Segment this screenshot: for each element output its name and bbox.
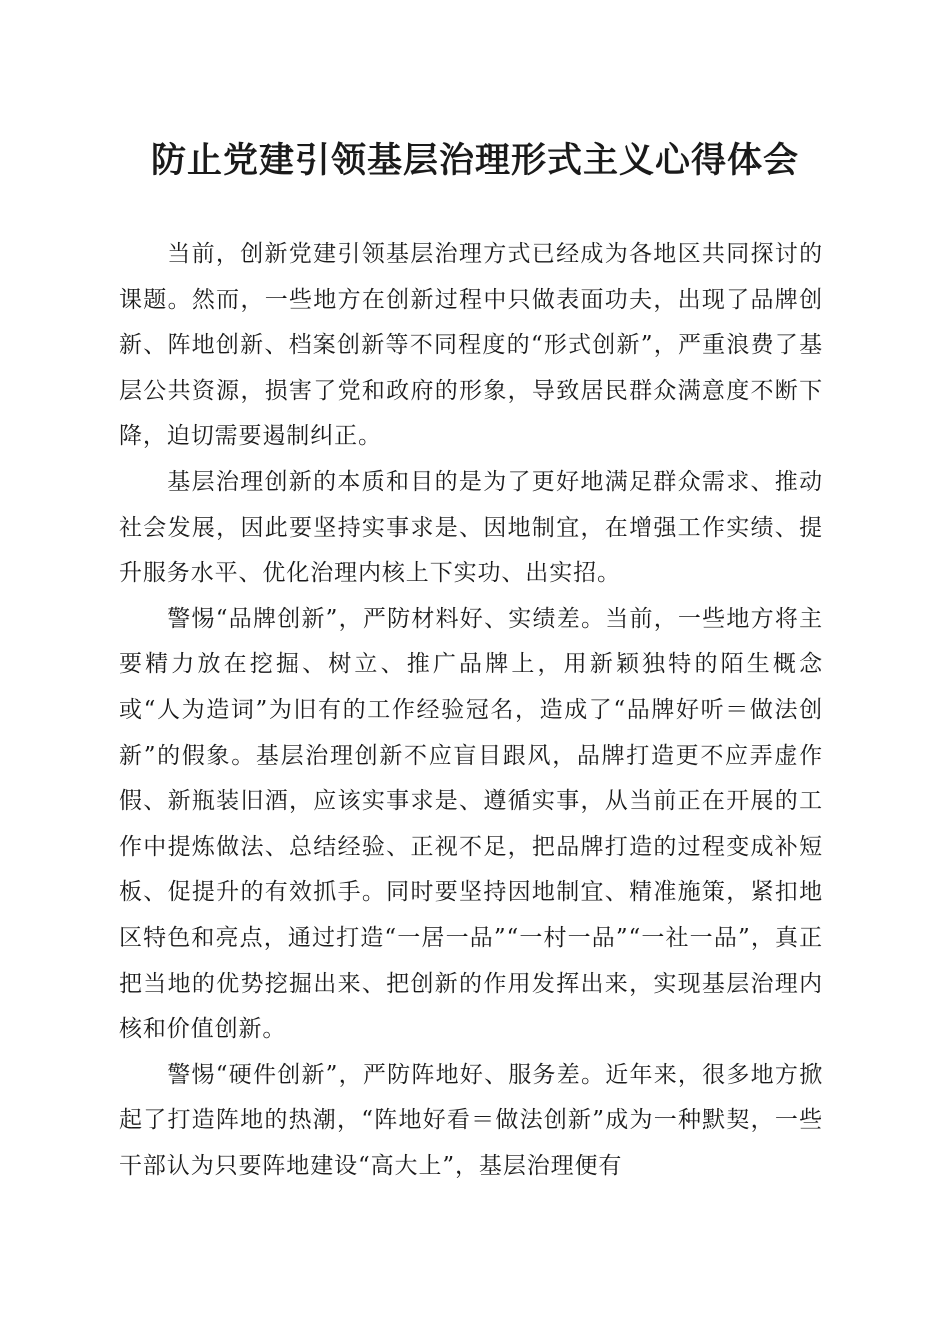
paragraph-1: 当前，创新党建引领基层治理方式已经成为各地区共同探讨的课题。然而，一些地方在创新过程中只做表面功夫，出现了品牌创新、阵地创新、档案创新等不同程度的“形式创新”，严重浪费了基层公共资源，损害了党和政府的形象，导致居民群众满意度不断下降，迫切需要遏制纠正。 (119, 241, 823, 450)
document-body (119, 232, 823, 1189)
paragraph-4: 警惕“硬件创新”，严防阵地好、服务差。近年来，很多地方掀起了打造阵地的热潮，“阵地好看＝做法创新”成为一种默契，一些干部认为只要阵地建设“高大上”，基层治理便有 (119, 1061, 823, 1179)
document-title: 防止党建引领基层治理形式主义心得体会 (150, 140, 799, 181)
paragraph-2: 基层治理创新的本质和目的是为了更好地满足群众需求、推动社会发展，因此要坚持实事求是、因地制宜，在增强工作实绩、提升服务水平、优化治理内核上下实功、出实招。 (119, 468, 823, 587)
paragraph-3: 警惕“品牌创新”，严防材料好、实绩差。当前，一些地方将主要精力放在挖掘、树立、推广品牌上，用新颖独特的陌生概念或“人为造词”为旧有的工作经验冠名，造成了“品牌好听＝做法创新”的假象。基层治理创新不应盲目跟风，品牌打造更不应弄虚作假、新瓶装旧酒，应该实事求是、遵循实事，从当前正在开展的工作中提炼做法、总结经验、正视不足，把品牌打造的过程变成补短板、促提升的有效抓手。同时要坚持因地制宜、精准施策，紧扣地区特色和亮点，通过打造“一居一品”“一村一品”“一社一品”，真正把当地的优势挖掘出来、把创新的作用发挥出来，实现基层治理内核和价值创新。 (119, 605, 823, 1043)
